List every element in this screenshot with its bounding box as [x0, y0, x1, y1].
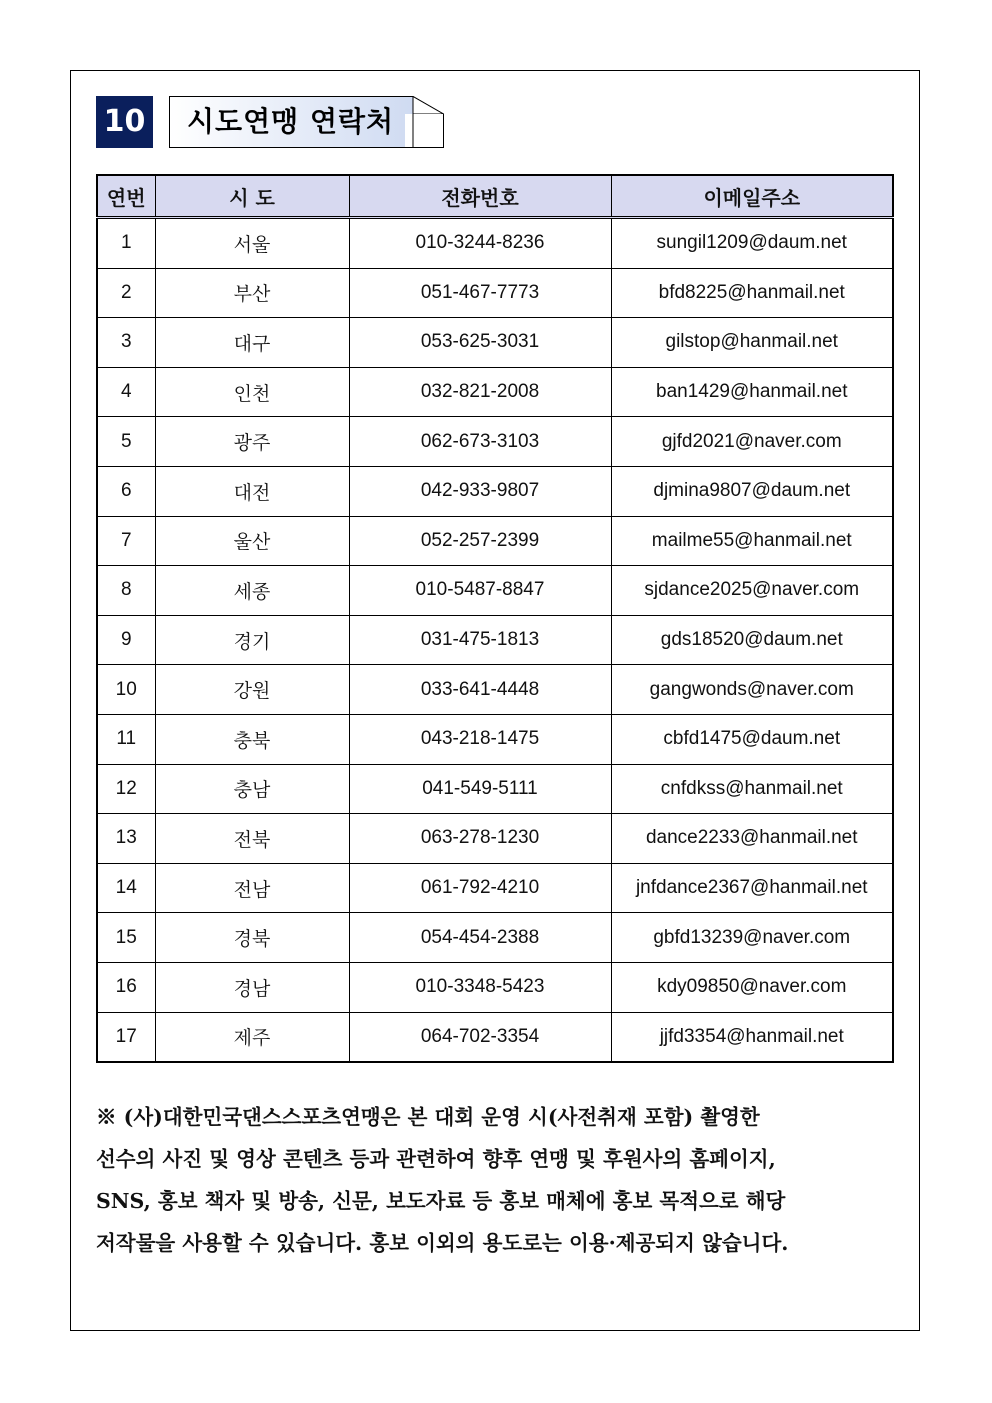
cell-no: 10	[97, 665, 155, 715]
cell-phone: 033-641-4448	[349, 665, 611, 715]
cell-region: 전남	[155, 863, 349, 913]
header-no: 연번	[97, 175, 155, 218]
cell-region: 경북	[155, 913, 349, 963]
cell-phone: 010-3244-8236	[349, 218, 611, 269]
cell-email: jjfd3354@hanmail.net	[611, 1012, 893, 1062]
cell-no: 7	[97, 516, 155, 566]
table-row	[97, 318, 893, 368]
table-row	[97, 367, 893, 417]
cell-no: 17	[97, 1012, 155, 1062]
section-title-box	[169, 96, 444, 148]
cell-phone: 063-278-1230	[349, 814, 611, 864]
cell-no: 4	[97, 367, 155, 417]
cell-region: 광주	[155, 417, 349, 467]
table-row	[97, 962, 893, 1012]
table-header-row	[97, 175, 893, 218]
cell-no: 5	[97, 417, 155, 467]
cell-phone: 031-475-1813	[349, 615, 611, 665]
cell-region: 부산	[155, 268, 349, 318]
cell-phone: 064-702-3354	[349, 1012, 611, 1062]
cell-phone: 043-218-1475	[349, 714, 611, 764]
cell-email: sjdance2025@naver.com	[611, 566, 893, 616]
cell-no: 9	[97, 615, 155, 665]
table-row	[97, 615, 893, 665]
cell-no: 11	[97, 714, 155, 764]
cell-no: 15	[97, 913, 155, 963]
cell-region: 서울	[155, 218, 349, 269]
cell-phone: 061-792-4210	[349, 863, 611, 913]
notice-text	[96, 1096, 896, 1264]
cell-email: sungil1209@daum.net	[611, 218, 893, 269]
table-row	[97, 516, 893, 566]
cell-no: 16	[97, 962, 155, 1012]
cell-email: gds18520@daum.net	[611, 615, 893, 665]
notice-line: 선수의 사진 및 영상 콘텐츠 등과 관련하여 향후 연맹 및 후원사의 홈페이지,	[96, 1147, 776, 1171]
cell-no: 2	[97, 268, 155, 318]
cell-region: 인천	[155, 367, 349, 417]
cell-email: cnfdkss@hanmail.net	[611, 764, 893, 814]
table-row	[97, 814, 893, 864]
cell-region: 충북	[155, 714, 349, 764]
cell-email: djmina9807@daum.net	[611, 466, 893, 516]
table-row	[97, 665, 893, 715]
header-email: 이메일주소	[611, 175, 893, 218]
table-row	[97, 466, 893, 516]
cell-email: kdy09850@naver.com	[611, 962, 893, 1012]
cell-no: 8	[97, 566, 155, 616]
cell-region: 경기	[155, 615, 349, 665]
cell-phone: 052-257-2399	[349, 516, 611, 566]
cell-email: gilstop@hanmail.net	[611, 318, 893, 368]
cell-email: gangwonds@naver.com	[611, 665, 893, 715]
cell-phone: 010-5487-8847	[349, 566, 611, 616]
table-row	[97, 863, 893, 913]
table-row	[97, 417, 893, 467]
table-row	[97, 566, 893, 616]
cell-phone: 010-3348-5423	[349, 962, 611, 1012]
cell-email: bfd8225@hanmail.net	[611, 268, 893, 318]
cell-region: 울산	[155, 516, 349, 566]
cell-no: 12	[97, 764, 155, 814]
cell-email: gbfd13239@naver.com	[611, 913, 893, 963]
cell-no: 3	[97, 318, 155, 368]
contact-table	[96, 174, 894, 1063]
cell-no: 6	[97, 466, 155, 516]
header-phone: 전화번호	[349, 175, 611, 218]
table-row	[97, 218, 893, 269]
notice-line: 저작물을 사용할 수 있습니다. 홍보 이외의 용도로는 이용·제공되지 않습니다.	[96, 1231, 789, 1255]
cell-region: 경남	[155, 962, 349, 1012]
cell-region: 전북	[155, 814, 349, 864]
notice-line: ※ (사)대한민국댄스스포츠연맹은 본 대회 운영 시(사전취재 포함) 촬영한	[96, 1105, 760, 1129]
cell-phone: 054-454-2388	[349, 913, 611, 963]
table-row	[97, 1012, 893, 1062]
cell-region: 세종	[155, 566, 349, 616]
cell-email: gjfd2021@naver.com	[611, 417, 893, 467]
cell-phone: 041-549-5111	[349, 764, 611, 814]
table-row	[97, 268, 893, 318]
header-region: 시 도	[155, 175, 349, 218]
cell-phone: 032-821-2008	[349, 367, 611, 417]
table-row	[97, 714, 893, 764]
cell-region: 대전	[155, 466, 349, 516]
cell-no: 1	[97, 218, 155, 269]
section-title: 시도연맹 연락처	[187, 105, 395, 138]
cell-no: 14	[97, 863, 155, 913]
table-row	[97, 764, 893, 814]
cell-region: 강원	[155, 665, 349, 715]
cell-phone: 053-625-3031	[349, 318, 611, 368]
cell-email: dance2233@hanmail.net	[611, 814, 893, 864]
cell-region: 대구	[155, 318, 349, 368]
cell-email: mailme55@hanmail.net	[611, 516, 893, 566]
notice-line: SNS, 홍보 책자 및 방송, 신문, 보도자료 등 홍보 매체에 홍보 목적으로 해당	[96, 1189, 786, 1213]
section-number: 10	[96, 96, 153, 148]
cell-phone: 062-673-3103	[349, 417, 611, 467]
cell-no: 13	[97, 814, 155, 864]
cell-region: 제주	[155, 1012, 349, 1062]
cell-phone: 042-933-9807	[349, 466, 611, 516]
cell-phone: 051-467-7773	[349, 268, 611, 318]
cell-email: jnfdance2367@hanmail.net	[611, 863, 893, 913]
cell-email: ban1429@hanmail.net	[611, 367, 893, 417]
table-row	[97, 913, 893, 963]
cell-email: cbfd1475@daum.net	[611, 714, 893, 764]
cell-region: 충남	[155, 764, 349, 814]
